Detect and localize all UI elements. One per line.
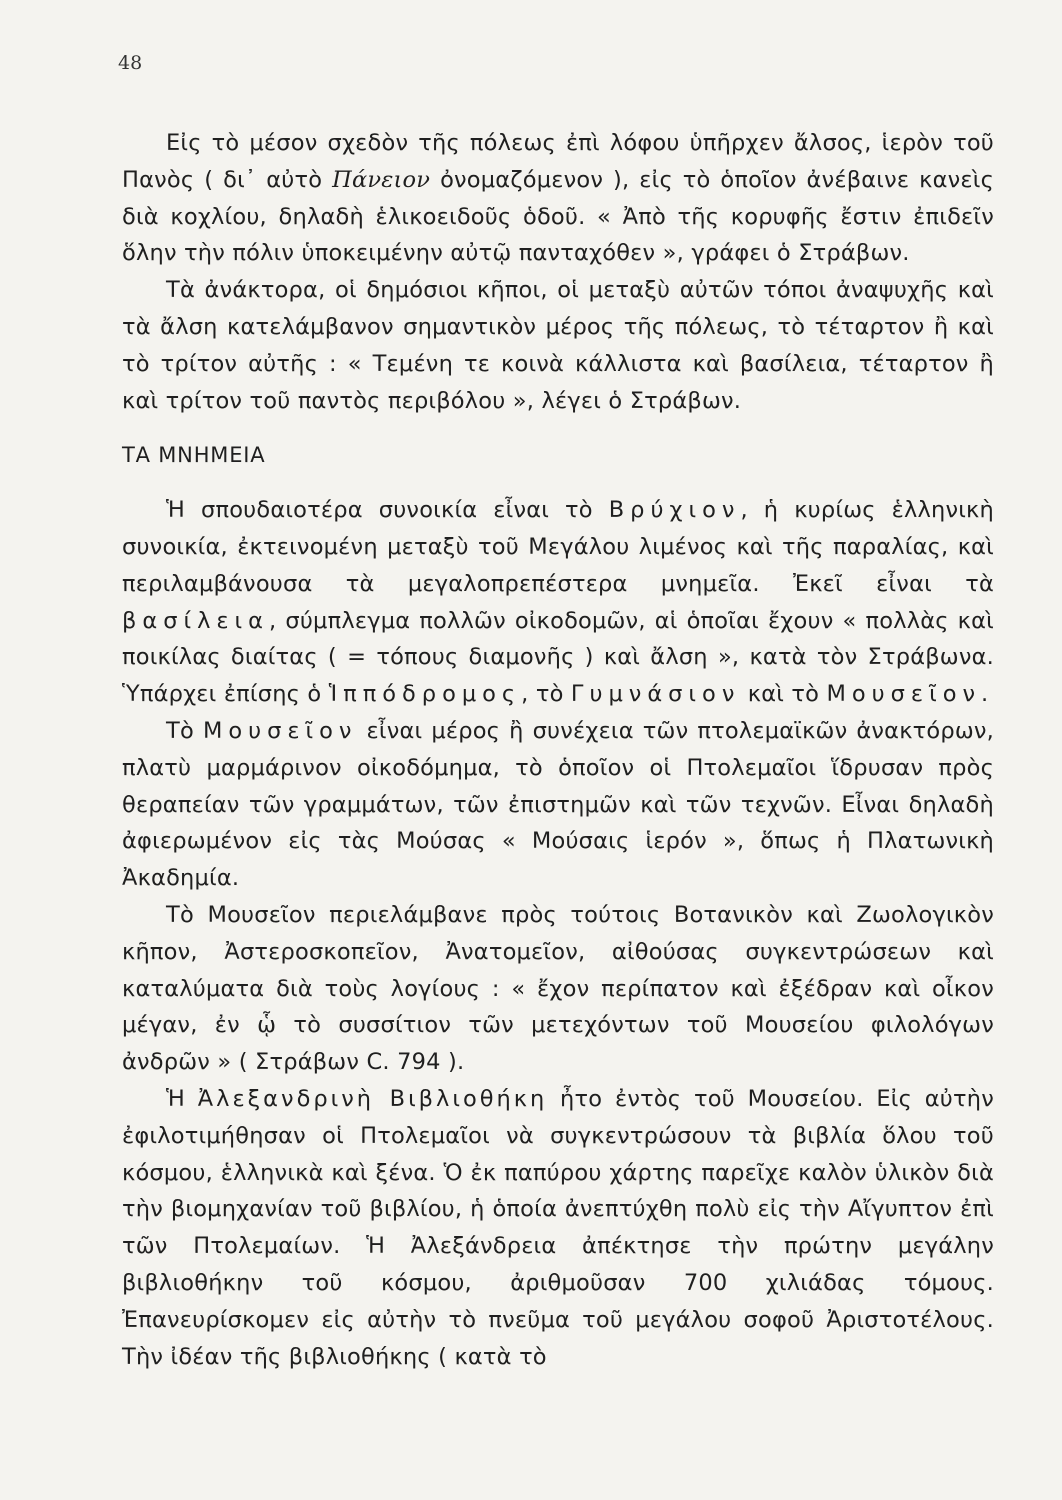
text-run: ὀνομαζόμενον ), εἰς τὸ ὁποῖον ἀνέβαινε κανεὶς διὰ κοχλίου, δηλαδὴ ἑλικοειδοῦς ὁδοῦ. « Ἀπὸ τῆς κορυφῆς ἔστιν ἐπιδεῖν ὅλην τὴν πόλιν ὑποκειμένην αὐτῷ πανταχόθεν », γράφει ὁ Στράβων. <box>122 166 994 267</box>
spaced-term: Ἀλεξανδρινὴ Βιβλιοθήκη <box>197 1085 548 1112</box>
paragraph-pan-grove <box>122 125 994 272</box>
text-run: Εἰς τὸ μέσον σχεδὸν τῆς πόλεως ἐπὶ λόφου ὑπῆρχεν ἄλσος, ἱερὸν τοῦ Πανὸς ( δι᾽ αὐτὸ <box>122 130 994 193</box>
text-run: , σύμπλεγμα πολλῶν οἰκοδομῶν, αἱ ὁποῖαι ἔχουν « πολλὰς καὶ ποικίλας διαίτας ( = τόπους διαμονῆς ) καὶ ἄλση », κατὰ τὸν Στράβωνα. Ὑπάρχει ἐπίσης ὁ <box>122 607 994 708</box>
text-run: καὶ τὸ <box>740 681 827 708</box>
spaced-term: Γυμνάσιον <box>570 681 741 708</box>
spaced-term: Ἱππόδρομος <box>328 681 522 708</box>
text-run: Ἡ σπουδαιοτέρα συνοικία εἶναι τὸ <box>166 497 609 524</box>
text-run: Τὸ <box>166 717 203 744</box>
spaced-term: Μουσεῖον <box>202 717 358 744</box>
paragraph-bruchion <box>122 492 994 713</box>
paragraph-palaces: Τὰ ἀνάκτορα, οἱ δημόσιοι κῆποι, οἱ μεταξὺ αὐτῶν τόποι ἀναψυχῆς καὶ τὰ ἄλση κατελάμβανον σημαντικὸν μέρος τῆς πόλεως, τὸ τέταρτον ἢ καὶ τὸ τρίτον αὐτῆς : « Τεμένη τε κοινὰ κάλλιστα καὶ βασίλεια, τέταρτον ἢ καὶ τρίτον τοῦ παντὸς περιβόλου », λέγει ὁ Στράβων. <box>122 277 994 414</box>
text-run: , ἡ κυρίως ἑλληνικὴ συνοικία, ἐκτεινομένη μεταξὺ τοῦ Μεγάλου λιμένος καὶ τῆς παραλίας, καὶ περιλαμβάνουσα τὰ μεγαλοπρεπέστερα μνημεῖα. Ἐκεῖ εἶναι τὰ <box>122 497 994 597</box>
text-run: ἦτο ἐντὸς τοῦ Μουσείου. Εἰς αὐτὴν ἐφιλοτιμήθησαν οἱ Πτολεμαῖοι νὰ συγκεντρώσουν τὰ βιβλία ὅλου τοῦ κόσμου, ἑλληνικὰ καὶ ξένα. Ὁ ἐκ παπύρου χάρτης παρεῖχε καλὸν ὑλικὸν διὰ τὴν βιομηχανίαν τοῦ βιβλίου, ἡ ὁποία ἀνεπτύχθη πολὺ εἰς τὴν Αἴγυπτον ἐπὶ τῶν Πτολεμαίων. Ἡ Ἀλεξάνδρεια ἀπέκτησε τὴν πρώτην μεγάλην βιβλιοθήκην τοῦ κόσμου, ἀριθμοῦσαν 700 χιλιάδας τόμους. Ἐπανευρίσκομεν εἰς αὐτὴν τὸ πνεῦμα τοῦ μεγάλου σοφοῦ Ἀριστοτέλους. Τὴν ἰδέαν τῆς βιβλιοθήκης ( κατὰ τὸ <box>122 1085 995 1370</box>
spaced-term: Μουσεῖον <box>826 681 982 708</box>
italic-term: Πάνειον <box>332 166 431 193</box>
section-heading: ΤΑ ΜΝΗΜΕΙΑ <box>122 443 266 468</box>
paragraph-library <box>122 1081 994 1375</box>
paragraph-museum <box>122 713 994 897</box>
text-run: εἶναι μέρος ἢ συνέχεια τῶν πτολεμαϊκῶν ἀνακτόρων, πλατὺ μαρμάρινον οἰκοδόμημα, τὸ ὁποῖον οἱ Πτολεμαῖοι ἵδρυσαν πρὸς θεραπείαν τῶν γραμμάτων, τῶν ἐπιστημῶν καὶ τῶν τεχνῶν. Εἶναι δηλαδὴ ἀφιερωμένον εἰς τὰς Μούσας « Μούσαις ἱερόν », ὅπως ἡ Πλατωνικὴ Ἀκαδημία. <box>122 717 995 892</box>
spaced-term: Βρύχιον <box>608 497 741 524</box>
body-text <box>122 125 994 1375</box>
text-run: Ἡ <box>166 1085 198 1112</box>
spaced-term: βασίλεια <box>122 607 269 634</box>
text-run: , τὸ <box>521 681 571 708</box>
paragraph-museum-facilities: Τὸ Μουσεῖον περιελάμβανε πρὸς τούτοις Βοτανικὸν καὶ Ζωολογικὸν κῆπον, Ἀστεροσκοπεῖον, Ἀνατομεῖον, αἰθούσας συγκεντρώσεων καὶ καταλύματα διὰ τοὺς λογίους : « ἔχον περίπατον καὶ ἐξέδραν καὶ οἶκον μέγαν, ἐν ᾧ τὸ συσσίτιον τῶν μετεχόντων τοῦ Μουσείου φιλολόγων ἀνδρῶν » ( Στράβων C. 794 ). <box>122 901 994 1076</box>
text-run: . <box>981 681 989 708</box>
page-number: 48 <box>118 52 143 74</box>
